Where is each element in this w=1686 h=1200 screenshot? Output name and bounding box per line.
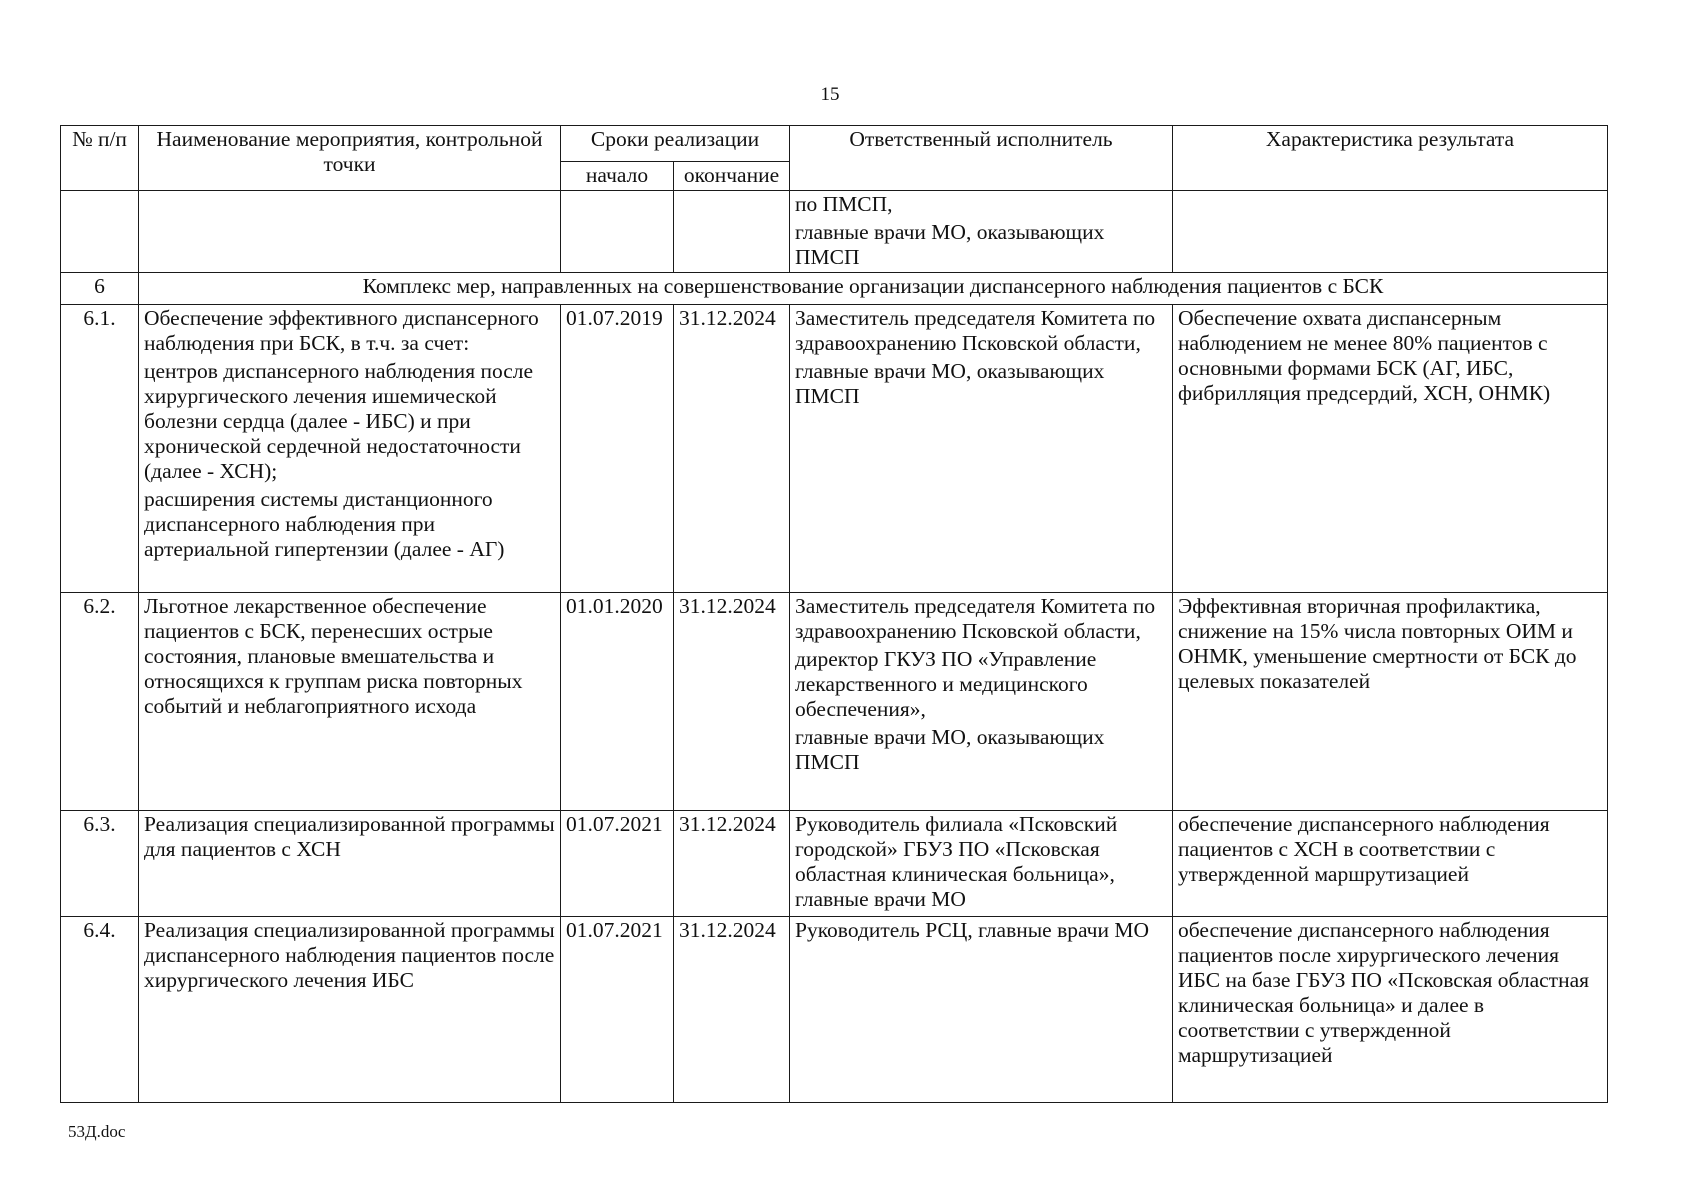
header-end: окончание [674, 162, 790, 191]
row-result-line: обеспечение диспансерного наблюдения пациентов с ХСН в соответствии с утвержденной маршрутизацией [1178, 812, 1550, 886]
row-name [139, 593, 561, 811]
row-name [139, 917, 561, 1103]
section-num: 6 [61, 273, 139, 305]
row-start-date: 01.07.2021 [561, 917, 674, 1103]
continuation-start [561, 191, 674, 273]
table-row [61, 811, 1608, 917]
row-result [1173, 305, 1608, 593]
row-start-date: 01.01.2020 [561, 593, 674, 811]
row-name [139, 811, 561, 917]
table-header-row [61, 126, 1608, 162]
section-row [61, 273, 1608, 305]
row-responsible-line: Заместитель председателя Комитета по здравоохранению Псковской области, [795, 306, 1156, 355]
row-start-date: 01.07.2019 [561, 305, 674, 593]
row-responsible [790, 811, 1173, 917]
page-number: 15 [820, 84, 840, 105]
row-start-date: 01.07.2021 [561, 811, 674, 917]
row-name-line: Реализация специализированной программы для пациентов с ХСН [144, 812, 555, 861]
row-num: 6.3. [61, 811, 139, 917]
row-name-line: Обеспечение эффективного диспансерного наблюдения при БСК, в т.ч. за счет: [144, 306, 539, 355]
row-end-date: 31.12.2024 [674, 811, 790, 917]
row-responsible-line: главные врачи МО, оказывающих ПМСП [795, 359, 1105, 408]
row-result [1173, 811, 1608, 917]
continuation-responsible [790, 191, 1173, 273]
row-end-date: 31.12.2024 [674, 917, 790, 1103]
row-name-line: Реализация специализированной программы диспансерного наблюдения пациентов после хирургического лечения ИБС [144, 918, 555, 992]
row-responsible [790, 593, 1173, 811]
row-responsible-line: Руководитель филиала «Псковский городской» ГБУЗ ПО «Псковская областная клиническая больница», главные врачи МО [795, 812, 1118, 911]
header-num: № п/п [61, 126, 139, 191]
row-num: 6.4. [61, 917, 139, 1103]
row-name-line: расширения системы дистанционного диспансерного наблюдения при артериальной гипертензии (далее - АГ) [144, 487, 505, 561]
row-result-line: Эффективная вторичная профилактика, снижение на 15% числа повторных ОИМ и ОНМК, уменьшение смертности от БСК до целевых показателей [1178, 594, 1577, 693]
row-result-line: Обеспечение охвата диспансерным наблюдением не менее 80% пациентов с основными формами БСК (АГ, ИБС, фибрилляция предсердий, ХСН, ОНМК) [1178, 306, 1551, 405]
row-responsible-line: Руководитель РСЦ, главные врачи МО [795, 918, 1150, 942]
row-responsible [790, 917, 1173, 1103]
continuation-result [1173, 191, 1608, 273]
row-result-line: обеспечение диспансерного наблюдения пациентов после хирургического лечения ИБС на базе ГБУЗ ПО «Псковская областная клиническая больница» и далее в соответствии с утвержденной маршрутизацией [1178, 918, 1590, 1067]
row-responsible-line: директор ГКУЗ ПО «Управление лекарственного и медицинского обеспечения», [795, 647, 1097, 721]
row-end-date: 31.12.2024 [674, 305, 790, 593]
header-name: Наименование мероприятия, контрольной точки [139, 126, 561, 191]
table-row [61, 305, 1608, 593]
row-num: 6.2. [61, 593, 139, 811]
activities-table [60, 125, 1608, 1103]
row-end-date: 31.12.2024 [674, 593, 790, 811]
continuation-num [61, 191, 139, 273]
header-result: Характеристика результата [1173, 126, 1608, 191]
continuation-responsible-line: по ПМСП, [795, 192, 893, 216]
row-responsible [790, 305, 1173, 593]
section-title: Комплекс мер, направленных на совершенствование организации диспансерного наблюдения пациентов с БСК [139, 273, 1608, 305]
row-responsible-line: Заместитель председателя Комитета по здравоохранению Псковской области, [795, 594, 1156, 643]
row-result [1173, 917, 1608, 1103]
header-start: начало [561, 162, 674, 191]
row-name-line: центров диспансерного наблюдения после хирургического лечения ишемической болезни сердца (далее - ИБС) и при хронической сердечной недостаточности (далее - ХСН); [144, 359, 534, 483]
header-period: Сроки реализации [561, 126, 790, 162]
table-row [61, 593, 1608, 811]
continuation-name [139, 191, 561, 273]
table-row [61, 917, 1608, 1103]
row-name [139, 305, 561, 593]
footer-file-name: 53Д.doc [68, 1122, 126, 1141]
row-result [1173, 593, 1608, 811]
row-num: 6.1. [61, 305, 139, 593]
header-responsible: Ответственный исполнитель [790, 126, 1173, 191]
continuation-row [61, 191, 1608, 273]
continuation-end [674, 191, 790, 273]
row-name-line: Льготное лекарственное обеспечение пациентов с БСК, перенесших острые состояния, плановые вмешательства и относящихся к группам риска повторных событий и неблагоприятного исхода [144, 594, 523, 718]
continuation-responsible-line: главные врачи МО, оказывающих ПМСП [795, 220, 1105, 269]
row-responsible-line: главные врачи МО, оказывающих ПМСП [795, 725, 1105, 774]
